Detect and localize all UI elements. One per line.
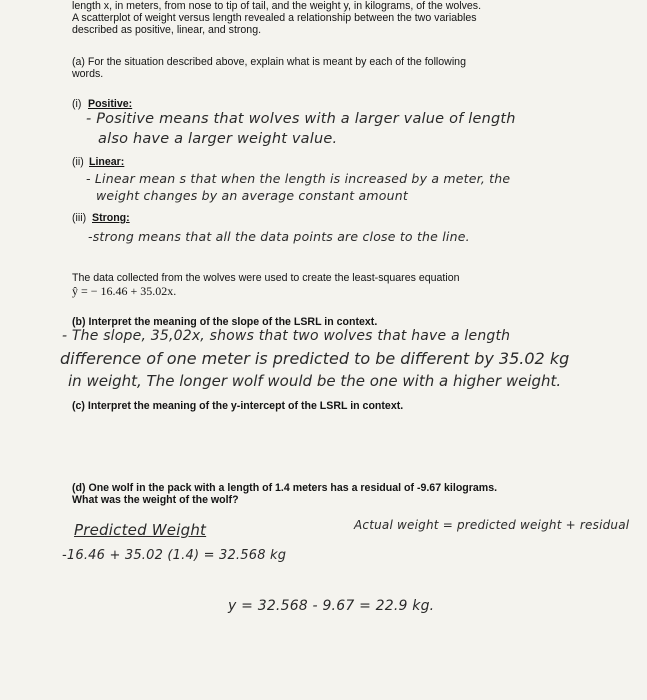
part-d-prompt-line-1: (d) One wolf in the pack with a length of 1.4 meters has a residual of -9.67 kilograms. (72, 482, 498, 494)
item-positive-number: (i) (72, 98, 82, 110)
linear-answer-line-2: weight changes by an average constant amount (96, 188, 408, 203)
slope-answer-line-2: difference of one meter is predicted to be different by 35.02 kg (60, 349, 570, 368)
equation-intro-line: The data collected from the wolves were used to create the least-squares equation (72, 272, 460, 284)
strong-answer-line: -strong means that all the data points are close to the line. (88, 229, 470, 244)
slope-answer-line-3: in weight, The longer wolf would be the one with a higher weight. (68, 372, 562, 390)
linear-answer-line-1: - Linear mean s that when the length is increased by a meter, the (86, 171, 511, 186)
intro-line-1: length x, in meters, from nose to tip of tail, and the weight y, in kilograms, of the wolves. (72, 0, 482, 12)
slope-answer-line-1: - The slope, 35,02x, shows that two wolves that have a length (62, 328, 511, 344)
part-a-prompt-line-1: (a) For the situation described above, explain what is meant by each of the following (72, 56, 466, 68)
predicted-weight-label: Predicted Weight (74, 521, 207, 539)
part-a-prompt-line-2: words. (72, 68, 104, 80)
positive-answer-line-1: - Positive means that wolves with a larger value of length (86, 111, 516, 127)
predicted-calc-line: -16.46 + 35.02 (1.4) = 32.568 kg (62, 548, 287, 563)
item-linear-number: (ii) (72, 156, 84, 168)
intro-line-3: described as positive, linear, and strong. (72, 24, 262, 36)
item-strong-label: Strong: (92, 212, 130, 224)
weight-result-line: y = 32.568 - 9.67 = 22.9 kg. (228, 598, 435, 614)
part-d-prompt-line-2: What was the weight of the wolf? (72, 494, 239, 506)
item-linear-label: Linear: (89, 156, 125, 168)
positive-answer-line-2: also have a larger weight value. (98, 131, 338, 147)
lsrl-equation: ŷ = − 16.46 + 35.02x. (72, 284, 177, 298)
item-positive-label: Positive: (88, 98, 133, 110)
actual-weight-formula: Actual weight = predicted weight + residual (354, 518, 630, 532)
part-c-prompt: (c) Interpret the meaning of the y-intercept of the LSRL in context. (72, 400, 404, 412)
item-strong-number: (iii) (72, 212, 87, 224)
part-b-prompt: (b) Interpret the meaning of the slope of the LSRL in context. (72, 316, 378, 328)
intro-line-2: A scatterplot of weight versus length revealed a relationship between the two variables (72, 12, 477, 24)
